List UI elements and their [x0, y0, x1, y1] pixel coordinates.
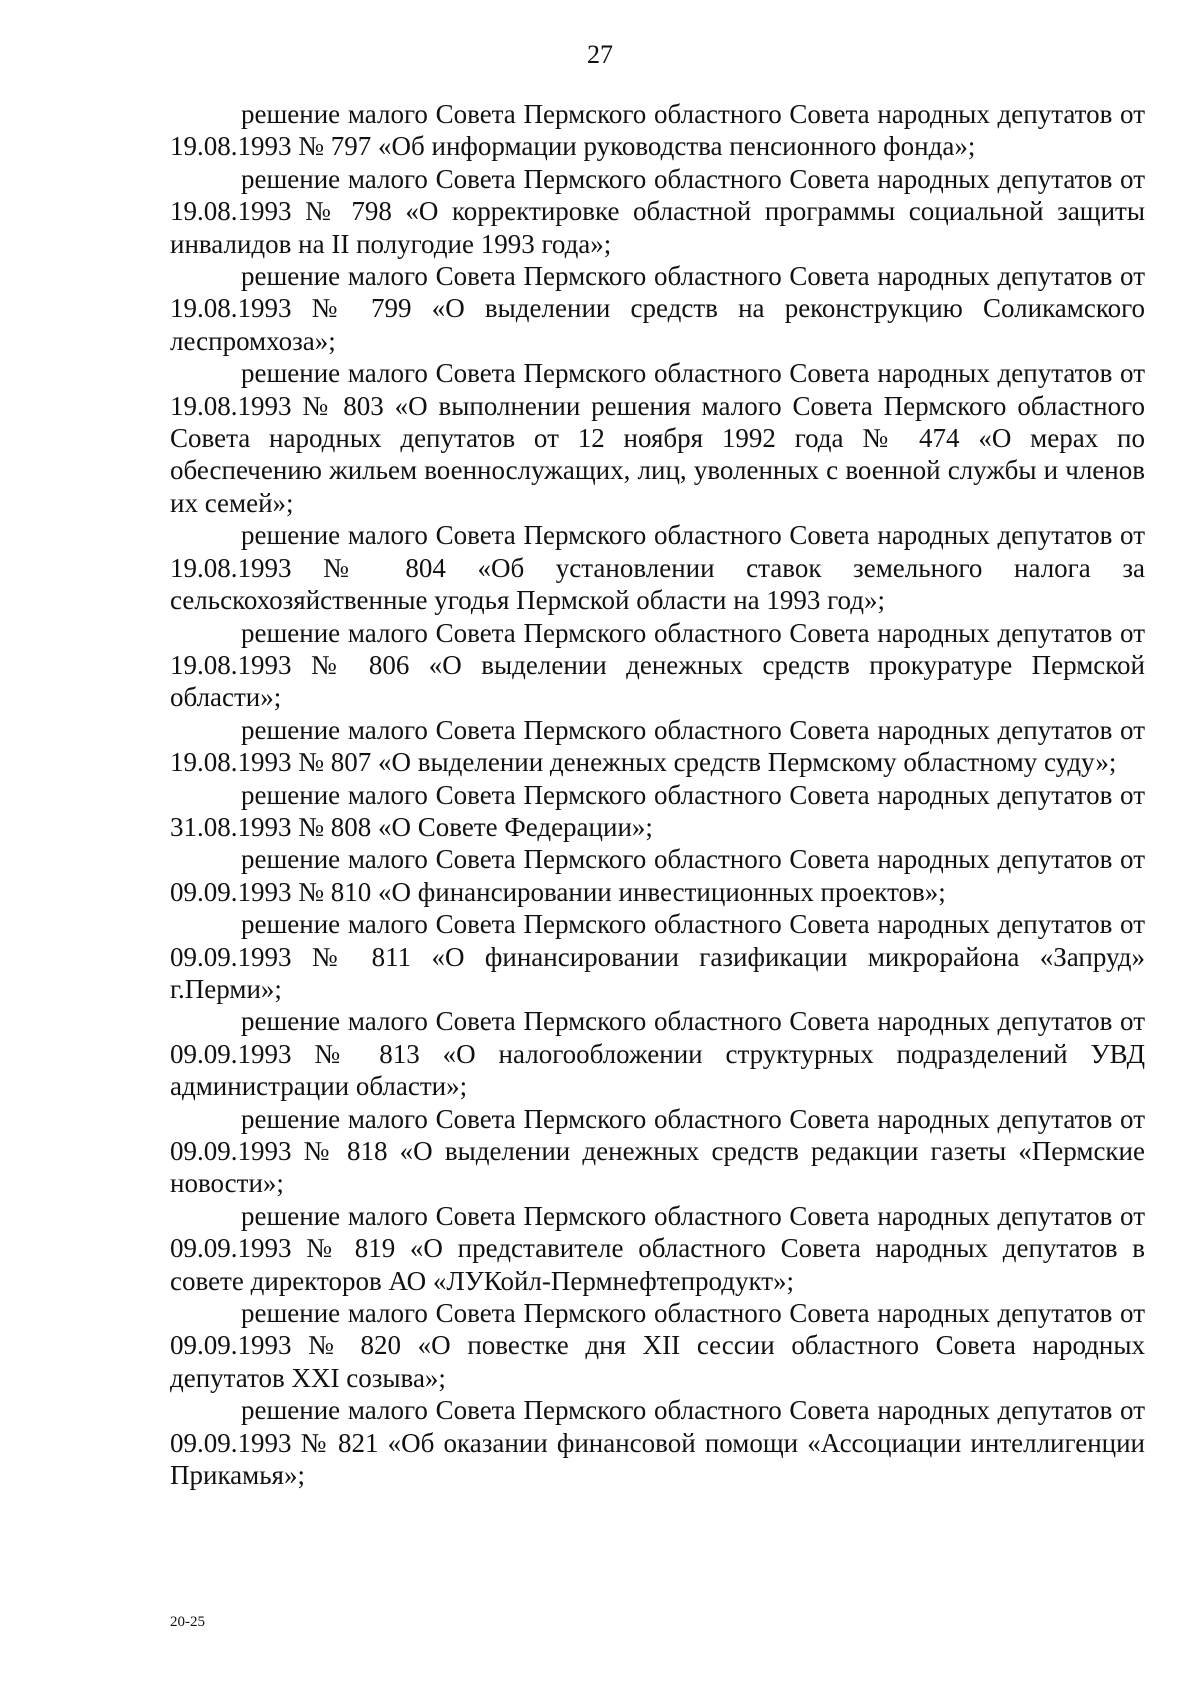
list-item: решение малого Совета Пермского областного Совета народных депутатов от 09.09.1993 № 811 «О финансировании газификации микрорайона «Запруд» г.Перми»;	[170, 909, 1145, 1004]
list-item: решение малого Совета Пермского областного Совета народных депутатов от 19.08.1993 № 803 «О выполнении решения малого Совета Пермского областного Совета народных депутатов от 12 ноября 1992 года № 474 «О мерах по обеспечению жильем военнослужащих, лиц, уволенных с военной службы и членов их семей»;	[170, 358, 1145, 518]
list-item: решение малого Совета Пермского областного Совета народных депутатов от 19.08.1993 № 799 «О выделении средств на реконструкцию Соликамского леспромхоза»;	[170, 261, 1145, 356]
list-item: решение малого Совета Пермского областного Совета народных депутатов от 19.08.1993 № 806 «О выделении денежных средств прокуратуре Пермской области»;	[170, 617, 1145, 713]
list-item: решение малого Совета Пермского областного Совета народных депутатов от 19.08.1993 № 807 «О выделении денежных средств Пермскому областному суду»;	[170, 714, 1145, 778]
footer-code: 20-25	[170, 1614, 205, 1630]
list-item: решение малого Совета Пермского областного Совета народных депутатов от 09.09.1993 № 821 «Об оказании финансовой помощи «Ассоциации интеллигенции Прикамья»;	[170, 1395, 1145, 1491]
list-item: решение малого Совета Пермского областного Совета народных депутатов от 09.09.1993 № 813 «О налогообложении структурных подразделений УВД администрации области»;	[170, 1006, 1145, 1102]
list-item: решение малого Совета Пермского областного Совета народных депутатов от 09.09.1993 № 818 «О выделении денежных средств редакции газеты «Пермские новости»;	[170, 1103, 1145, 1199]
list-item: решение малого Совета Пермского областного Совета народных депутатов от 09.09.1993 № 820 «О повестке дня XII сессии областного Совета народных депутатов XXI созыва»;	[170, 1298, 1145, 1393]
list-item: решение малого Совета Пермского областного Совета народных депутатов от 19.08.1993 № 804 «Об установлении ставок земельного налога за сельскохозяйственные угодья Пермской области на 1993 год»;	[170, 520, 1145, 616]
page-number: 27	[587, 40, 613, 69]
document-body	[170, 98, 1145, 1491]
list-item: решение малого Совета Пермского областного Совета народных депутатов от 31.08.1993 № 808 «О Совете Федерации»;	[170, 779, 1145, 842]
list-item: решение малого Совета Пермского областного Совета народных депутатов от 09.09.1993 № 819 «О представителе областного Совета народных депутатов в совете директоров АО «ЛУКойл-Пермнефтепродукт»;	[170, 1200, 1145, 1296]
list-item: решение малого Совета Пермского областного Совета народных депутатов от 19.08.1993 № 797 «Об информации руководства пенсионного фонда»;	[170, 99, 1145, 162]
list-item: решение малого Совета Пермского областного Совета народных депутатов от 09.09.1993 № 810 «О финансировании инвестиционных проектов»;	[170, 844, 1145, 907]
list-item: решение малого Совета Пермского областного Совета народных депутатов от 19.08.1993 № 798 «О корректировке областной программы социальной защиты инвалидов на II полугодие 1993 года»;	[170, 163, 1145, 259]
